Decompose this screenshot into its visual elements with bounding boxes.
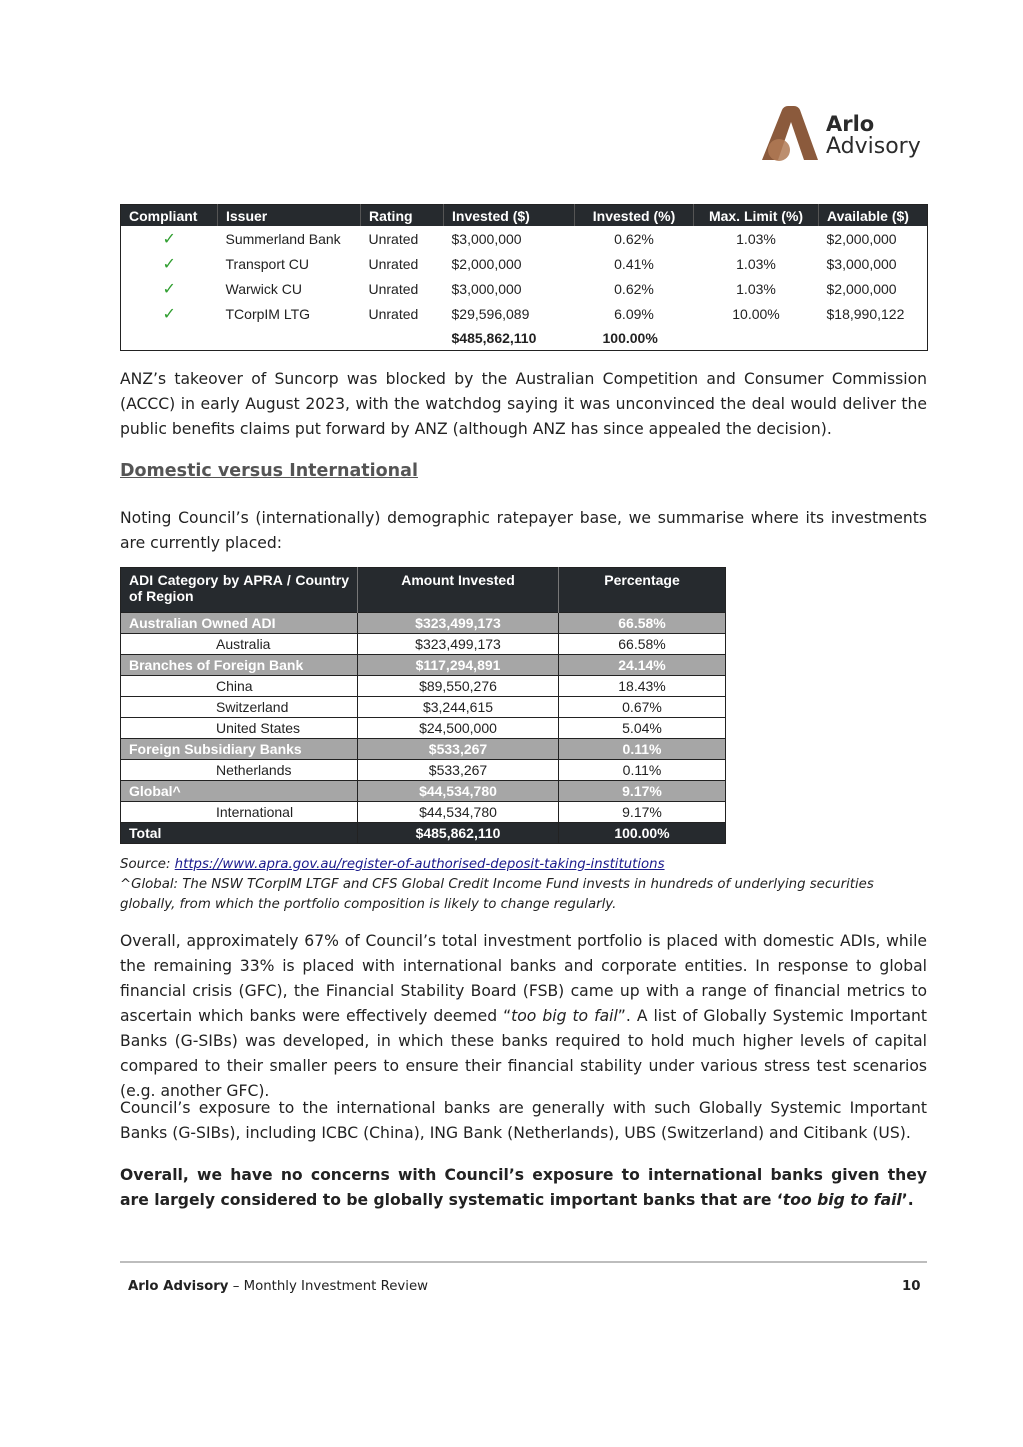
para5-emphasis: too big to fail bbox=[782, 1191, 902, 1209]
logo-line1: Arlo bbox=[826, 112, 875, 136]
footer-title bbox=[128, 1279, 428, 1294]
issuer-compliance-table bbox=[120, 204, 928, 351]
paragraph-conclusion bbox=[120, 1163, 927, 1213]
para3-text-b: ”. A list of Globally Systemic Important Banks (G-SIBs) was developed, in which these banks required to hold much higher levels of capital compared to their smaller peers to ensure their financial stability under various stress test scenarios (e.g. another GFC). bbox=[120, 1007, 927, 1100]
para3-text-a: Overall, approximately 67% of Council’s total investment portfolio is placed with domestic ADIs, while the remaining 33% is placed with international banks and corporate entities. In response to global financial crisis (GFC), the Financial Stability Board (FSB) came up with a range of financial metrics to ascertain which banks were effectively deemed “ bbox=[120, 932, 927, 1025]
available-cell: $3,000,000 bbox=[826, 255, 897, 272]
page-number: 10 bbox=[902, 1279, 921, 1294]
group-row bbox=[121, 739, 726, 760]
checkmark-icon: ✓ bbox=[162, 230, 176, 248]
invested-pct-cell: 0.41% bbox=[614, 255, 654, 272]
issuer-cell: Transport CU bbox=[225, 255, 310, 272]
table-total-row bbox=[121, 326, 928, 351]
pct-cell: 0.67% bbox=[559, 697, 726, 718]
country-label: United States bbox=[121, 718, 358, 739]
invested-cell: $3,000,000 bbox=[451, 280, 522, 297]
invested-cell: $2,000,000 bbox=[451, 255, 522, 272]
footer-separator: – bbox=[228, 1279, 244, 1294]
total-label: Total bbox=[121, 823, 358, 844]
category-label: Australian Owned ADI bbox=[121, 613, 358, 634]
pct-cell: 0.11% bbox=[559, 760, 726, 781]
pct-cell: 0.11% bbox=[559, 739, 726, 760]
country-label: Netherlands bbox=[121, 760, 358, 781]
total-invested: $485,862,110 bbox=[451, 330, 537, 346]
amount-cell: $323,499,173 bbox=[358, 613, 559, 634]
country-label: International bbox=[121, 802, 358, 823]
max-limit-cell: 10.00% bbox=[732, 305, 780, 322]
amount-cell: $533,267 bbox=[358, 739, 559, 760]
para5-text-a: Overall, we have no concerns with Council’s exposure to international banks given they are largely considered to be globally systematic important banks that are ‘ bbox=[120, 1166, 927, 1209]
country-label: Australia bbox=[121, 634, 358, 655]
pct-cell: 24.14% bbox=[559, 655, 726, 676]
table-row bbox=[121, 301, 928, 326]
category-label: Foreign Subsidiary Banks bbox=[121, 739, 358, 760]
region-breakdown-table bbox=[120, 567, 726, 844]
issuer-cell: Summerland Bank bbox=[225, 230, 341, 247]
col-invested-pct: Invested (%) bbox=[575, 205, 694, 227]
max-limit-cell: 1.03% bbox=[736, 280, 776, 297]
available-cell: $2,000,000 bbox=[826, 280, 897, 297]
table-header-row bbox=[121, 568, 726, 613]
amount-cell: $323,499,173 bbox=[358, 634, 559, 655]
pct-cell: 9.17% bbox=[559, 802, 726, 823]
invested-cell: $29,596,089 bbox=[451, 305, 530, 322]
paragraph-anz-suncorp: ANZ’s takeover of Suncorp was blocked by the Australian Competition and Consumer Commission (ACCC) in early August 2023, with the watchdog saying it was unconvinced the deal would deliver the public benefits claims put forward by ANZ (although ANZ has since appealed the decision). bbox=[120, 370, 927, 438]
pct-cell: 66.58% bbox=[559, 613, 726, 634]
total-row bbox=[121, 823, 726, 844]
country-label: Switzerland bbox=[121, 697, 358, 718]
rating-cell: Unrated bbox=[368, 305, 419, 322]
global-footnote: ^Global: The NSW TCorpIM LTGF and CFS Global Credit Income Fund invests in hundreds of underlying securities globally, from which the portfolio composition is likely to change regularly. bbox=[120, 877, 874, 912]
pct-cell: 9.17% bbox=[559, 781, 726, 802]
rating-cell: Unrated bbox=[368, 230, 419, 247]
category-label: Branches of Foreign Bank bbox=[121, 655, 358, 676]
checkmark-icon: ✓ bbox=[162, 255, 176, 273]
para3-emphasis: too big to fail bbox=[511, 1007, 618, 1025]
paragraph-gsib-exposure: Council’s exposure to the international banks are generally with such Globally Systemic Important Banks (G-SIBs), including ICBC (China), ING Bank (Netherlands), UBS (Switzerland) and Citibank (US). bbox=[120, 1099, 927, 1142]
col-percentage: Percentage bbox=[559, 568, 726, 613]
available-cell: $18,990,122 bbox=[826, 305, 905, 322]
available-cell: $2,000,000 bbox=[826, 230, 897, 247]
col-invested: Invested ($) bbox=[444, 205, 575, 227]
amount-cell: $44,534,780 bbox=[358, 781, 559, 802]
amount-cell: $24,500,000 bbox=[358, 718, 559, 739]
total-invested-pct: 100.00% bbox=[602, 330, 658, 346]
footer-brand: Arlo Advisory bbox=[128, 1279, 229, 1294]
table-row bbox=[121, 276, 928, 301]
invested-pct-cell: 0.62% bbox=[614, 230, 654, 247]
amount-cell: $89,550,276 bbox=[358, 676, 559, 697]
table-row bbox=[121, 697, 726, 718]
total-amount: $485,862,110 bbox=[358, 823, 559, 844]
checkmark-icon: ✓ bbox=[162, 305, 176, 323]
apra-source-link[interactable]: https://www.apra.gov.au/register-of-authorised-deposit-taking-institutions bbox=[174, 857, 665, 872]
issuer-cell: Warwick CU bbox=[225, 280, 302, 297]
table-row bbox=[121, 718, 726, 739]
table-row bbox=[121, 634, 726, 655]
col-max-limit: Max. Limit (%) bbox=[694, 205, 819, 227]
invested-cell: $3,000,000 bbox=[451, 230, 522, 247]
max-limit-cell: 1.03% bbox=[736, 255, 776, 272]
paragraph-intro: Noting Council’s (internationally) demographic ratepayer base, we summarise where its investments are currently placed: bbox=[120, 509, 927, 552]
paragraph-portfolio-overview bbox=[120, 929, 927, 1104]
table-row bbox=[121, 676, 726, 697]
country-label: China bbox=[121, 676, 358, 697]
checkmark-icon: ✓ bbox=[162, 280, 176, 298]
table-row bbox=[121, 802, 726, 823]
col-amount-invested: Amount Invested bbox=[358, 568, 559, 613]
amount-cell: $533,267 bbox=[358, 760, 559, 781]
col-adi-category: ADI Category by APRA / Country of Region bbox=[121, 568, 358, 613]
arlo-advisory-logo bbox=[760, 106, 930, 166]
para5-text-b: ’. bbox=[901, 1191, 914, 1209]
col-issuer: Issuer bbox=[218, 205, 361, 227]
table-row bbox=[121, 251, 928, 276]
total-pct: 100.00% bbox=[559, 823, 726, 844]
amount-cell: $117,294,891 bbox=[358, 655, 559, 676]
pct-cell: 66.58% bbox=[559, 634, 726, 655]
max-limit-cell: 1.03% bbox=[736, 230, 776, 247]
col-available: Available ($) bbox=[819, 205, 928, 227]
rating-cell: Unrated bbox=[368, 280, 419, 297]
source-note bbox=[120, 855, 927, 875]
invested-pct-cell: 6.09% bbox=[614, 305, 654, 322]
category-label: Global^ bbox=[121, 781, 358, 802]
issuer-cell: TCorpIM LTG bbox=[225, 305, 311, 322]
logo-line2: Advisory bbox=[826, 134, 921, 159]
table-row bbox=[121, 760, 726, 781]
source-label: Source: bbox=[120, 857, 175, 872]
arlo-logo-icon bbox=[760, 106, 820, 162]
col-rating: Rating bbox=[361, 205, 444, 227]
rating-cell: Unrated bbox=[368, 255, 419, 272]
amount-cell: $3,244,615 bbox=[358, 697, 559, 718]
group-row bbox=[121, 613, 726, 634]
amount-cell: $44,534,780 bbox=[358, 802, 559, 823]
group-row bbox=[121, 655, 726, 676]
invested-pct-cell: 0.62% bbox=[614, 280, 654, 297]
table-header-row bbox=[121, 205, 928, 227]
pct-cell: 18.43% bbox=[559, 676, 726, 697]
footer-report-name: Monthly Investment Review bbox=[243, 1279, 429, 1294]
footer-divider bbox=[120, 1261, 927, 1263]
group-row bbox=[121, 781, 726, 802]
section-heading: Domestic versus International bbox=[120, 461, 418, 481]
pct-cell: 5.04% bbox=[559, 718, 726, 739]
table-row bbox=[121, 226, 928, 251]
col-compliant: Compliant bbox=[121, 205, 218, 227]
